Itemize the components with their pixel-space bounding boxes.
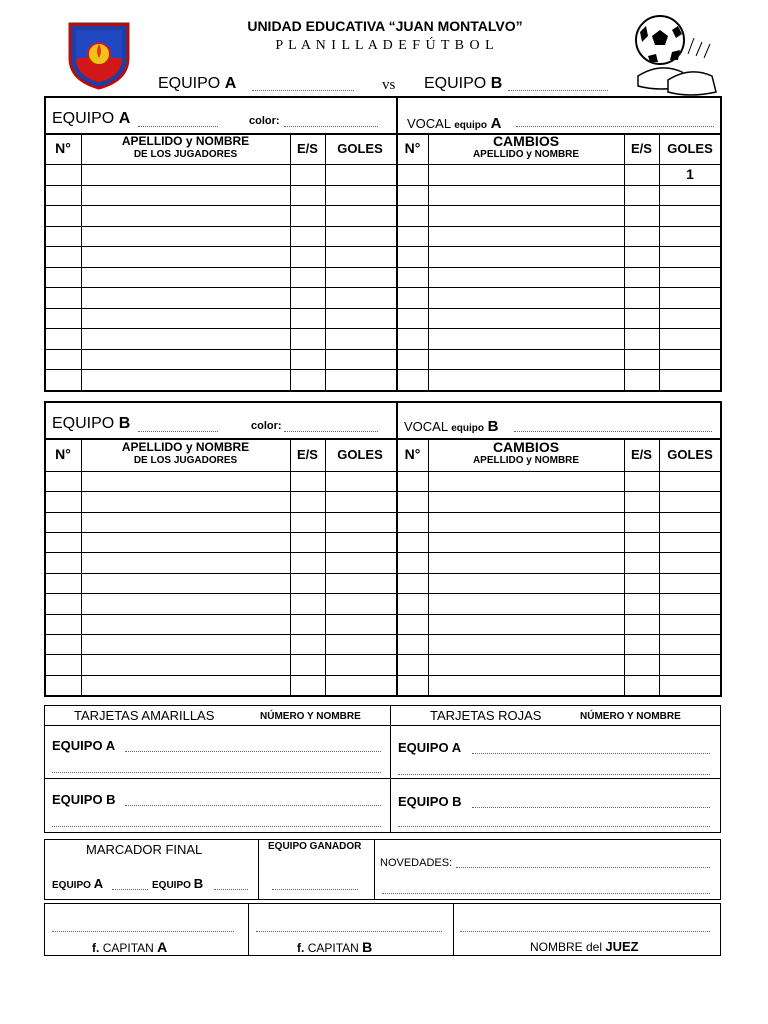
score-b-line[interactable] — [214, 889, 248, 890]
red-a-line2[interactable] — [398, 774, 710, 775]
vs-label: vs — [382, 77, 396, 93]
team-a-color-line[interactable] — [284, 126, 378, 127]
player-row[interactable] — [45, 491, 721, 511]
red-a-line1[interactable] — [472, 753, 710, 754]
f-label: f. — [297, 941, 305, 955]
red-cards-title: TARJETAS ROJAS — [430, 708, 542, 723]
col-es-cambios: E/S — [631, 141, 652, 156]
player-row[interactable] — [45, 512, 721, 532]
shield-icon — [66, 18, 132, 90]
capitan-label: CAPITAN — [307, 941, 359, 955]
vocal-label: VOCAL — [407, 116, 451, 131]
col-goles: GOLES — [337, 141, 383, 156]
player-row[interactable] — [45, 349, 721, 370]
col-cambios-line2: APELLIDO y NOMBRE — [472, 149, 580, 160]
player-row[interactable] — [45, 287, 721, 308]
color-label: color: — [251, 420, 282, 432]
vocal-letter: A — [490, 115, 502, 132]
col-no: N° — [55, 140, 71, 156]
novedades-label: NOVEDADES: — [380, 857, 453, 869]
team-letter: A — [93, 876, 104, 891]
col-players-line1: APELLIDO y NOMBRE — [121, 440, 250, 454]
player-row[interactable] — [45, 246, 721, 267]
red-b-line1[interactable] — [472, 807, 710, 808]
col-players-line2: DE LOS JUGADORES — [133, 455, 238, 466]
col-players-line1: APELLIDO y NOMBRE — [121, 134, 250, 148]
vocal-a-line[interactable] — [516, 126, 714, 127]
red-equipo-b: EQUIPO B — [398, 794, 462, 809]
equipo-small: EQUIPO — [52, 880, 91, 891]
red-equipo-a: EQUIPO A — [398, 740, 462, 755]
vocal-b-heading — [404, 418, 498, 435]
judge-label — [530, 939, 639, 954]
school-name: UNIDAD EDUCATIVA “JUAN MONTALVO” — [247, 18, 523, 34]
team-a-name-line[interactable] — [252, 90, 354, 91]
team-letter: A — [118, 110, 131, 127]
player-row[interactable] — [45, 552, 721, 572]
team-letter: B — [490, 75, 503, 92]
score-team-b — [152, 876, 203, 891]
col-no-cambios: N° — [404, 140, 421, 156]
yellow-a-line1[interactable] — [125, 751, 381, 752]
color-label: color: — [249, 115, 280, 127]
vocal-label: VOCAL — [404, 419, 448, 434]
team-letter: B — [118, 415, 131, 432]
captain-a-sign-line[interactable] — [52, 931, 234, 932]
captain-b-sign-line[interactable] — [256, 931, 442, 932]
nombre-del-label: NOMBRE del — [530, 940, 603, 954]
player-row[interactable] — [45, 573, 721, 593]
vocal-letter: B — [487, 418, 499, 435]
yellow-cards-title: TARJETAS AMARILLAS — [74, 708, 215, 723]
captain-b-label — [297, 939, 372, 955]
equipo-label: EQUIPO — [158, 75, 221, 92]
capitan-label: CAPITAN — [102, 941, 154, 955]
equipo-ganador-label: EQUIPO GANADOR — [268, 841, 362, 852]
team-b-color-line[interactable] — [284, 431, 378, 432]
equipo-label: EQUIPO — [52, 415, 115, 432]
yellow-b-line2[interactable] — [52, 826, 381, 827]
player-row[interactable] — [45, 226, 721, 247]
team-letter: A — [224, 75, 237, 92]
score-team-a — [52, 876, 103, 891]
soccer-ball-icon — [630, 14, 720, 100]
player-row[interactable] — [45, 593, 721, 613]
player-row[interactable] — [45, 164, 721, 185]
player-row[interactable] — [45, 205, 721, 226]
team-letter: A — [157, 939, 168, 955]
player-row[interactable] — [45, 675, 721, 695]
vocal-equipo: equipo — [451, 423, 484, 434]
ganador-line[interactable] — [272, 889, 358, 890]
red-numero-nombre: NÚMERO Y NOMBRE — [580, 711, 681, 722]
juez-label: JUEZ — [605, 939, 639, 954]
school-logo — [66, 18, 132, 90]
team-b-equipo-line[interactable] — [138, 431, 218, 432]
yellow-a-line2[interactable] — [52, 772, 381, 773]
col-cambios-line1: CAMBIOS — [492, 439, 560, 455]
player-row[interactable] — [45, 532, 721, 552]
team-letter: B — [362, 939, 373, 955]
form-subtitle: P L A N I L L A D E F Ú T B O L — [275, 38, 495, 53]
novedades-line1[interactable] — [456, 867, 710, 868]
header-team-a — [158, 75, 236, 93]
col-cambios-line2: APELLIDO y NOMBRE — [472, 455, 580, 466]
vocal-a-heading — [407, 115, 501, 132]
player-row[interactable] — [45, 654, 721, 674]
player-row[interactable] — [45, 328, 721, 349]
yellow-equipo-a: EQUIPO A — [52, 738, 116, 753]
col-cambios-line1: CAMBIOS — [492, 133, 560, 149]
equipo-label: EQUIPO — [424, 75, 487, 92]
goal-cell-value: 1 — [686, 166, 694, 182]
equipo-small: EQUIPO — [152, 880, 191, 891]
team-a-equipo-line[interactable] — [138, 126, 218, 127]
player-row[interactable] — [45, 634, 721, 654]
col-es-cambios: E/S — [631, 447, 652, 462]
col-es: E/S — [297, 447, 318, 462]
yellow-numero-nombre: NÚMERO Y NOMBRE — [260, 711, 361, 722]
player-row[interactable] — [45, 267, 721, 288]
vocal-equipo: equipo — [454, 120, 487, 131]
score-a-line[interactable] — [112, 889, 148, 890]
vocal-b-line[interactable] — [514, 431, 712, 432]
yellow-equipo-b: EQUIPO B — [52, 792, 116, 807]
col-es: E/S — [297, 141, 318, 156]
novedades-line2[interactable] — [382, 893, 710, 894]
col-no: N° — [55, 446, 71, 462]
captain-a-label — [92, 939, 167, 955]
player-row[interactable] — [45, 369, 721, 390]
yellow-b-line1[interactable] — [125, 805, 381, 806]
player-row[interactable] — [45, 185, 721, 206]
team-b-name-line[interactable] — [508, 90, 608, 91]
team-a-equipo-heading — [52, 110, 130, 128]
col-goles-cambios: GOLES — [667, 141, 713, 156]
red-b-line2[interactable] — [398, 826, 710, 827]
col-players — [81, 135, 290, 161]
col-cambios — [428, 134, 624, 162]
col-goles: GOLES — [337, 447, 383, 462]
equipo-label: EQUIPO — [52, 110, 115, 127]
player-row[interactable] — [45, 471, 721, 491]
marcador-final-title: MARCADOR FINAL — [86, 842, 203, 857]
f-label: f. — [92, 941, 100, 955]
player-row[interactable] — [45, 308, 721, 329]
player-row[interactable] — [45, 614, 721, 634]
col-players — [81, 441, 290, 467]
col-cambios — [428, 440, 624, 468]
col-no-cambios: N° — [404, 446, 421, 462]
judge-sign-line[interactable] — [460, 931, 710, 932]
header-team-b — [424, 75, 502, 93]
team-b-equipo-heading — [52, 415, 130, 433]
team-letter: B — [193, 876, 204, 891]
col-goles-cambios: GOLES — [667, 447, 713, 462]
col-players-line2: DE LOS JUGADORES — [133, 149, 238, 160]
